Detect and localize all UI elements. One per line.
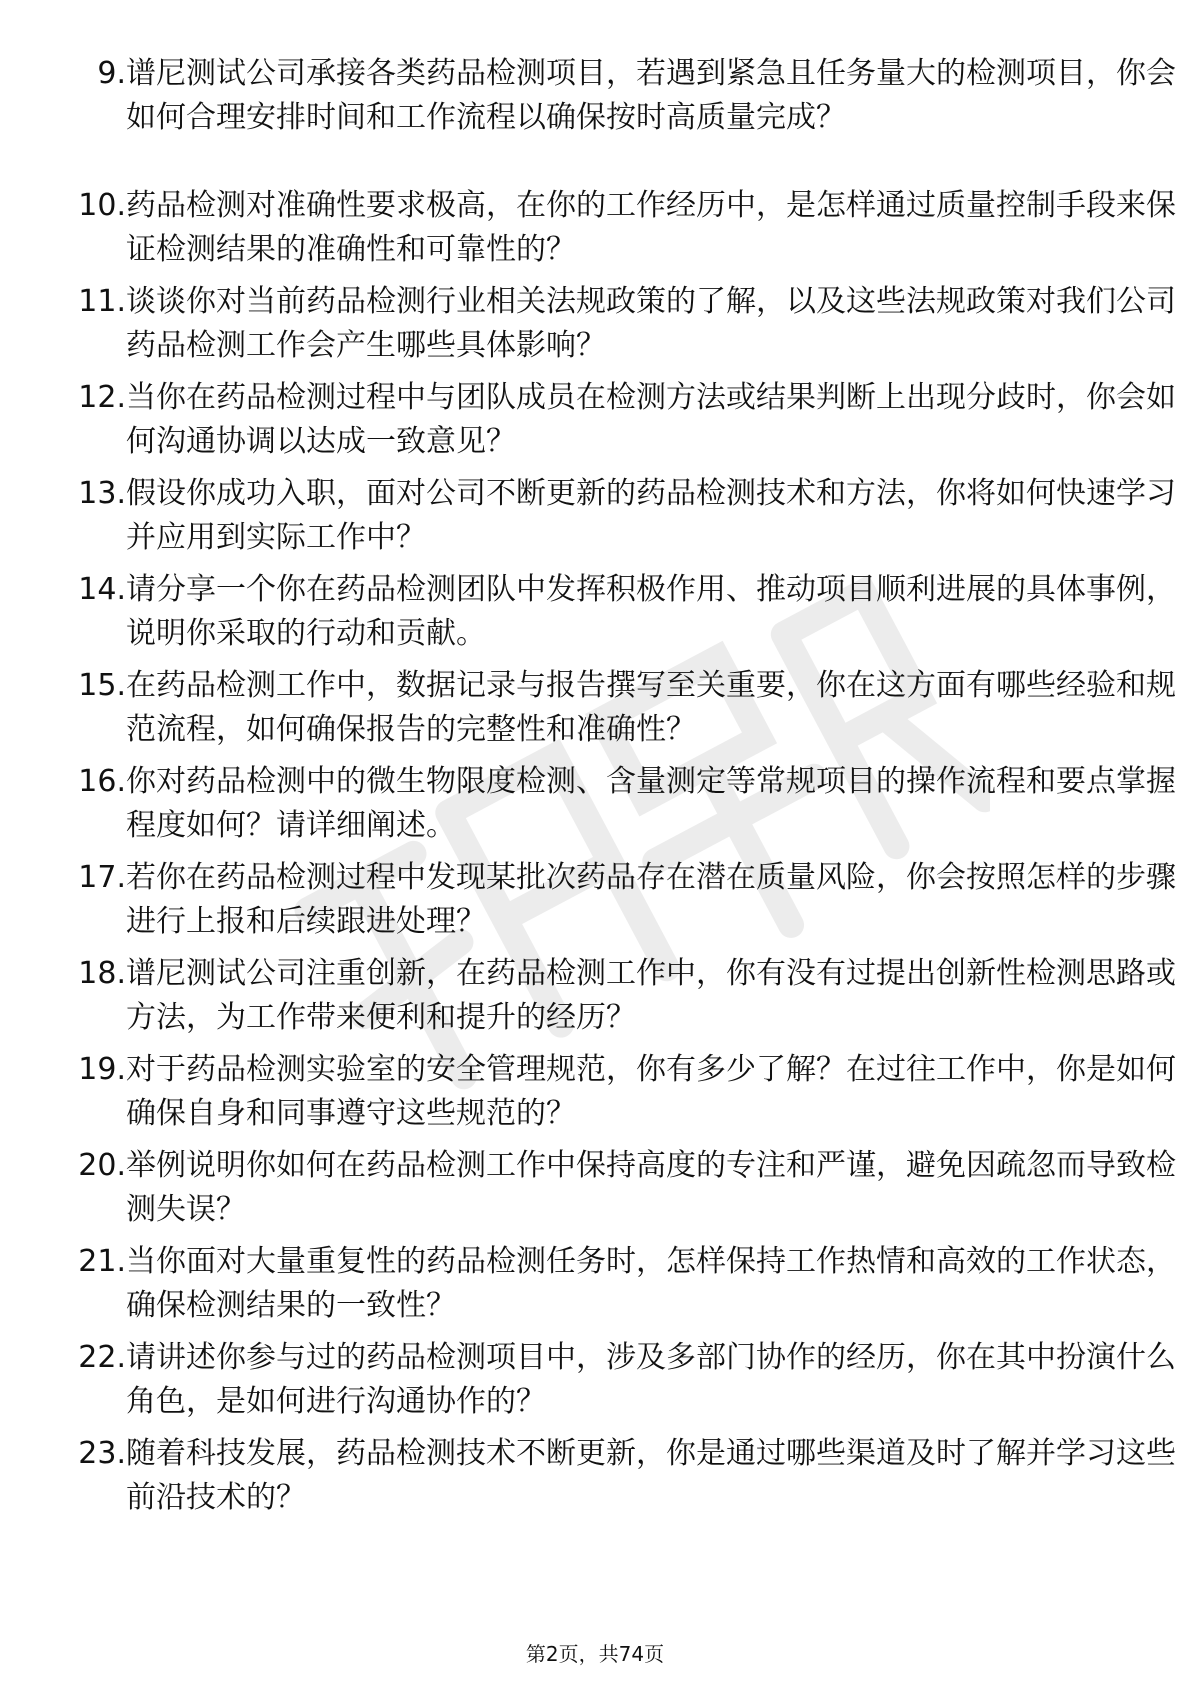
- question-text: 请分享一个你在药品检测团队中发挥积极作用、推动项目顺利进展的具体事例，说明你采取的行动和贡献。: [126, 572, 1176, 651]
- list-item: [60, 952, 1176, 1048]
- question-number: 12.: [78, 380, 126, 415]
- list-item: [60, 1432, 1176, 1528]
- page-footer: [0, 1640, 1190, 1668]
- question-text: 你对药品检测中的微生物限度检测、含量测定等常规项目的操作流程和要点掌握程度如何？请详细阐述。: [126, 764, 1176, 843]
- question-text: 对于药品检测实验室的安全管理规范，你有多少了解？在过往工作中，你是如何确保自身和同事遵守这些规范的？: [126, 1052, 1176, 1131]
- question-text: 当你面对大量重复性的药品检测任务时，怎样保持工作热情和高效的工作状态，确保检测结果的一致性？: [126, 1244, 1176, 1323]
- list-item: [60, 760, 1176, 856]
- question-number: 15.: [78, 668, 126, 703]
- list-item: [60, 280, 1176, 376]
- question-text: 当你在药品检测过程中与团队成员在检测方法或结果判断上出现分歧时，你会如何沟通协调以达成一致意见？: [126, 380, 1176, 459]
- question-number: 22.: [78, 1340, 126, 1375]
- question-text: 药品检测对准确性要求极高，在你的工作经历中，是怎样通过质量控制手段来保证检测结果的准确性和可靠性的？: [126, 188, 1176, 267]
- list-item: [60, 472, 1176, 568]
- list-item: [60, 856, 1176, 952]
- question-number: 10.: [78, 188, 126, 223]
- page-number-label: 第2页，共74页: [525, 1642, 665, 1666]
- question-text: 举例说明你如何在药品检测工作中保持高度的专注和严谨，避免因疏忽而导致检测失误？: [126, 1148, 1176, 1227]
- question-number: 20.: [78, 1148, 126, 1183]
- list-item: [60, 1048, 1176, 1144]
- question-text: 随着科技发展，药品检测技术不断更新，你是通过哪些渠道及时了解并学习这些前沿技术的？: [126, 1436, 1176, 1515]
- question-number: 17.: [78, 860, 126, 895]
- question-text: 谱尼测试公司注重创新，在药品检测工作中，你有没有过提出创新性检测思路或方法，为工作带来便利和提升的经历？: [126, 956, 1176, 1035]
- question-number: 19.: [78, 1052, 126, 1087]
- list-item: [60, 52, 1176, 148]
- question-text: 谈谈你对当前药品检测行业相关法规政策的了解，以及这些法规政策对我们公司药品检测工作会产生哪些具体影响？: [126, 284, 1176, 363]
- question-number: 9.: [97, 56, 126, 91]
- list-item: [60, 1240, 1176, 1336]
- question-text: 请讲述你参与过的药品检测项目中，涉及多部门协作的经历，你在其中扮演什么角色，是如何进行沟通协作的？: [126, 1340, 1176, 1419]
- question-number: 14.: [78, 572, 126, 607]
- list-item: [60, 664, 1176, 760]
- list-item: [60, 568, 1176, 664]
- question-number: 18.: [78, 956, 126, 991]
- question-number: 23.: [78, 1436, 126, 1471]
- question-number: 21.: [78, 1244, 126, 1279]
- question-text: 若你在药品检测过程中发现某批次药品存在潜在质量风险，你会按照怎样的步骤进行上报和后续跟进处理？: [126, 860, 1176, 939]
- question-number: 11.: [78, 284, 126, 319]
- list-item: [60, 1336, 1176, 1432]
- question-text: 在药品检测工作中，数据记录与报告撰写至关重要，你在这方面有哪些经验和规范流程，如何确保报告的完整性和准确性？: [126, 668, 1176, 747]
- question-text: 假设你成功入职，面对公司不断更新的药品检测技术和方法，你将如何快速学习并应用到实际工作中？: [126, 476, 1176, 555]
- list-item: [60, 1144, 1176, 1240]
- list-item: [60, 184, 1176, 280]
- list-item: [60, 376, 1176, 472]
- question-number: 16.: [78, 764, 126, 799]
- question-number: 13.: [78, 476, 126, 511]
- question-text: 谱尼测试公司承接各类药品检测项目，若遇到紧急且任务量大的检测项目，你会如何合理安排时间和工作流程以确保按时高质量完成？: [126, 56, 1176, 135]
